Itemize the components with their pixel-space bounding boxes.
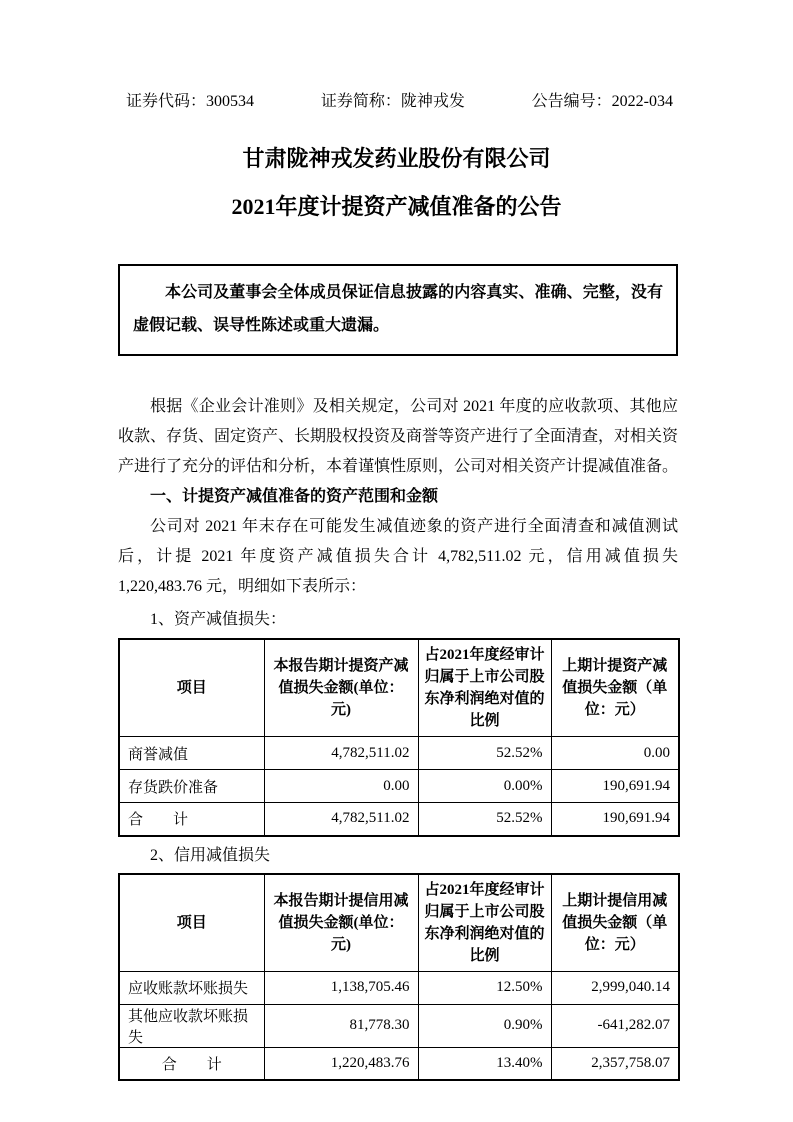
table2-header-row — [119, 874, 679, 972]
table1-row0-ratio: 52.52% — [418, 737, 551, 770]
table2-total-prior: 2,357,758.07 — [551, 1047, 679, 1080]
table1-total-prior: 190,691.94 — [551, 803, 679, 836]
table2-row1-prior: -641,282.07 — [551, 1004, 679, 1047]
notice-text: 本公司及董事会全体成员保证信息披露的内容真实、准确、完整，没有虚假记载、误导性陈述或重大遗漏。 — [133, 284, 663, 334]
table1-header-item: 项目 — [119, 639, 264, 737]
notice-box — [118, 264, 678, 356]
intro-paragraph: 根据《企业会计准则》及相关规定，公司对 2021 年度的应收款项、其他应收款、存货、固定资产、长期股权投资及商誉等资产进行了全面清查，对相关资产进行了充分的评估和分析，本着谨慎性原则，公司对相关资产计提减值准备。 — [118, 398, 679, 475]
table2-total-item: 合 计 — [119, 1047, 264, 1080]
table-row — [119, 971, 679, 1004]
credit-impairment-table — [118, 873, 680, 1082]
table2-row1-ratio: 0.90% — [418, 1004, 551, 1047]
stock-code: 证券代码：300534 — [126, 93, 255, 110]
table-row-total — [119, 1047, 679, 1080]
stock-name: 证券简称：陇神戎发 — [320, 93, 465, 110]
table1-row0-prior: 0.00 — [551, 737, 679, 770]
table2-header-ratio: 占2021年度经审计归属于上市公司股东净利润绝对值的比例 — [418, 874, 551, 972]
table2-row0-ratio: 12.50% — [418, 971, 551, 1004]
table2-total-current: 1,220,483.76 — [264, 1047, 418, 1080]
table1-row0-current: 4,782,511.02 — [264, 737, 418, 770]
table1-row1-prior: 190,691.94 — [551, 770, 679, 803]
table1-heading: 1、资产减值损失： — [150, 611, 287, 628]
section1-heading: 一、计提资产减值准备的资产范围和金额 — [150, 488, 439, 505]
table-row-total — [119, 803, 679, 836]
asset-impairment-table — [118, 638, 680, 837]
page-title-subject: 2021年度计提资产减值准备的公告 — [231, 194, 562, 219]
table1-total-current: 4,782,511.02 — [264, 803, 418, 836]
table1-header-ratio: 占2021年度经审计归属于上市公司股东净利润绝对值的比例 — [418, 639, 551, 737]
table2-row0-current: 1,138,705.46 — [264, 971, 418, 1004]
table-row — [119, 737, 679, 770]
section1-paragraph: 公司对 2021 年末存在可能发生减值迹象的资产进行全面清查和减值测试后，计提 2021 年度资产减值损失合计 4,782,511.02 元，信用减值损失 1,220,483.76 元，明细如下表所示： — [118, 518, 678, 595]
table2-row1-current: 81,778.30 — [264, 1004, 418, 1047]
page-title-company: 甘肃陇神戎发药业股份有限公司 — [242, 146, 551, 171]
table-row — [119, 1004, 679, 1047]
table2-header-item: 项目 — [119, 874, 264, 972]
table2-row0-prior: 2,999,040.14 — [551, 971, 679, 1004]
table1-header-row — [119, 639, 679, 737]
table2-header-prior: 上期计提信用减值损失金额（单位：元） — [551, 874, 679, 972]
table1-total-ratio: 52.52% — [418, 803, 551, 836]
table1-row1-current: 0.00 — [264, 770, 418, 803]
table2-total-ratio: 13.40% — [418, 1047, 551, 1080]
announcement-number: 公告编号：2022-034 — [531, 93, 673, 110]
doc-header — [126, 92, 673, 112]
table1-row0-item: 商誉减值 — [119, 737, 264, 770]
table2-header-current: 本报告期计提信用减值损失金额(单位：元) — [264, 874, 418, 972]
table1-row1-item: 存货跌价准备 — [119, 770, 264, 803]
table2-heading: 2、信用减值损失 — [150, 846, 271, 864]
table2-row0-item: 应收账款坏账损失 — [119, 971, 264, 1004]
table1-header-prior: 上期计提资产减值损失金额（单位：元） — [551, 639, 679, 737]
table-row — [119, 770, 679, 803]
table1-row1-ratio: 0.00% — [418, 770, 551, 803]
table2-row1-item: 其他应收款坏账损失 — [119, 1004, 264, 1047]
table1-header-current: 本报告期计提资产减值损失金额(单位：元) — [264, 639, 418, 737]
table1-total-item: 合 计 — [119, 803, 264, 836]
